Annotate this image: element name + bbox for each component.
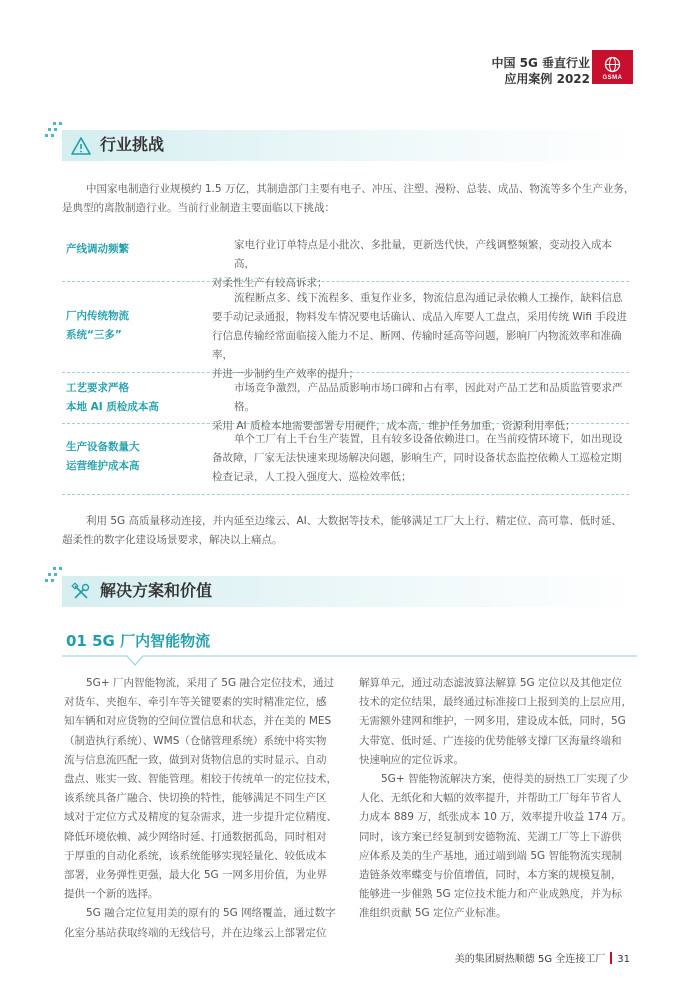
row-text-line: 家电行业订单特点是小批次、多批量，更新迭代快，产线调整频繁，变动投入成本高， [234, 239, 612, 270]
page-footer [455, 950, 630, 965]
outro-line: 超柔性的数字化建设场景要求，解决以上痛点。 [62, 534, 283, 546]
row-label-line: 产线调动频繁 [66, 243, 129, 255]
row-text-line: 市场竞争激烈，产品品质影响市场口碑和占有率，因此对产品工艺和品质监管要求严格。 [234, 382, 623, 413]
section-header-solution-value [62, 576, 637, 607]
body-line: 5G+ 智能物流解决方案，使得美的厨热工厂实现了少 [381, 773, 629, 786]
body-line: 域对于定位方式及精度的复杂需求，进一步提升定位精度、 [64, 811, 337, 824]
footer-separator [610, 952, 612, 964]
body-line: 快速响应的定位诉求。 [359, 753, 464, 766]
body-line: 知车辆和对应货物的空间位置信息和状态，并在美的 MES [64, 715, 332, 728]
body-right-column [359, 674, 639, 924]
publication-title [491, 55, 590, 87]
table-row [62, 373, 629, 432]
row-text-line: 并进一步制约生产效率的提升； [212, 368, 359, 380]
publication-title-line2: 应用案例 2022 [504, 72, 590, 86]
body-line: 大带宽、低时延、广连接的优势能够支撑厂区海量终端和 [359, 734, 622, 747]
table-row [62, 230, 629, 289]
row-label [66, 379, 159, 417]
intro-line: 是典型的离散制造行业。当前行业制造主要面临以下挑战： [62, 202, 335, 214]
outro-line: 利用 5G 高质量移动连接，并内延至边缘云、AI、大数据等技术，能够满足工厂大上行、精定位、高可靠、低时延、 [86, 515, 622, 527]
row-label [66, 307, 129, 345]
body-line: 化室分基站获取终端的无线信号，并在边缘云上部署定位 [64, 926, 327, 939]
warning-triangle-icon [70, 135, 92, 157]
body-line: 部署，业务弹性更强，最大化 5G 一网多用价值，为业界 [64, 869, 327, 882]
body-line: 力成本 889 万，纸张成本 10 万，效率提升收益 174 万。 [359, 811, 632, 824]
body-line: 盘点、账实一致、智能管理。相较于传统单一的定位技术， [64, 773, 337, 786]
section-title: 解决方案和价值 [100, 581, 213, 600]
body-line: 5G 融合定位复用美的原有的 5G 网络覆盖，通过数字 [86, 907, 336, 920]
row-text-line: 检查记录，人工投入强度大、巡检效率低； [212, 471, 412, 483]
page-number: 31 [617, 954, 630, 965]
body-line: 准组织贡献 5G 定位产业标准。 [359, 907, 507, 920]
body-line: 对货车、夹抱车、牵引车等关键要素的实时精准定位，感 [64, 696, 327, 709]
tools-icon [70, 581, 92, 603]
outro-paragraph [62, 512, 646, 550]
body-line: 无需额外建网和维护，一网多用，建设成本低，同时，5G [359, 715, 626, 728]
row-text-line: 行信息传输经常面临接入能力不足、断网、传输时延高等问题，影响厂内物流效率和准确率， [212, 330, 622, 361]
row-text [212, 430, 629, 487]
gsma-logo [592, 50, 633, 84]
body-line: 降低环境依赖、减少网络时延、打通数据孤岛，同时相对 [64, 830, 327, 843]
gsma-logo-text: GSMA [602, 75, 623, 81]
publication-title-line1: 中国 5G 垂直行业 [491, 56, 590, 70]
intro-line: 中国家电制造行业规模约 1.5 万亿，其制造部门主要有电子、冲压、注塑、漫粉、总装、成品、物流等多个生产业务， [86, 183, 635, 195]
gsma-globe-icon [604, 56, 621, 73]
footer-text: 美的集团厨热顺德 5G 全连接工厂 [454, 954, 606, 965]
body-line: 造链条效率蝶变与价值增值，同时，本方案的规模复制， [359, 869, 622, 882]
row-label-line: 工艺要求严格 [66, 382, 129, 394]
body-line: 同时，该方案已经复制到安德物流、芜湖工厂等上下游供 [359, 830, 622, 843]
table-row [62, 424, 629, 495]
body-line: 技术的定位结果，最终通过标准接口上报到美的上层应用， [359, 696, 632, 709]
row-text-line: 要手动记录通报，物料发车情况要电话确认、成品入库要人工盘点，采用传统 Wifi 手段进 [212, 311, 627, 323]
row-text-line: 对柔性生产有较高诉求； [212, 277, 328, 289]
body-line: 5G+ 厂内智能物流，采用了 5G 融合定位技术，通过 [86, 677, 334, 689]
body-line: 于厚重的自动化系统，该系统能够实现轻量化、较低成本 [64, 849, 327, 862]
row-label-line: 运营维护成本高 [66, 460, 140, 472]
row-label-line: 本地 AI 质检成本高 [66, 401, 159, 413]
body-line: 能够进一步催熟 5G 定位技术能力和产业成熟度，并为标 [359, 888, 622, 901]
body-left-column [64, 674, 342, 943]
body-line: 流与信息流匹配一致，做到对货物信息的实时显示、自动 [64, 753, 327, 766]
row-label-line: 厂内传统物流 [66, 310, 129, 322]
row-label-line: 生产设备数量大 [66, 441, 140, 453]
row-text [212, 289, 629, 384]
row-text-line: 采用 AI 质检本地需要部署专用硬件，成本高，维护任务加重，资源利用率低； [212, 420, 576, 432]
body-line: 该系统具备广融合、快切换的特性，能够满足不同生产区 [64, 792, 327, 805]
body-line: 提供一个新的选择。 [64, 888, 159, 901]
row-text-line: 单个工厂有上千台生产装置，且有较多设备依赖进口。在当前疫情环境下，如出现设 [234, 433, 623, 445]
row-text-line: 流程断点多、线下流程多、重复作业多，物流信息沟通记录依赖人工操作，缺料信息 [234, 292, 623, 304]
section-title: 行业挑战 [100, 135, 165, 154]
body-line: 解算单元，通过动态滤波算法解算 5G 定位以及其他定位 [359, 677, 622, 689]
subsection-title: 01 5G 厂内智能物流 [66, 632, 211, 650]
body-line: （制造执行系统）、WMS（仓储管理系统）系统中将实物 [64, 734, 327, 747]
row-label [66, 240, 129, 259]
body-line: 应体系及美的生产基地，通过端到端 5G 智能物流实现制 [359, 849, 622, 862]
row-text-line: 备故障，厂家无法快速来现场解决问题，影响生产，同时设备状态监控依赖人工巡检定期 [212, 452, 622, 464]
intro-paragraph [62, 180, 646, 218]
section-header-industry-challenges [62, 130, 637, 161]
row-label-line: 系统“三多” [66, 329, 122, 341]
row-label [66, 438, 140, 476]
subsection-underline [62, 655, 637, 667]
body-line: 人化、无纸化和大幅的效率提升，并帮助工厂每年节省人 [359, 792, 622, 805]
table-row [62, 282, 629, 380]
challenges-table [62, 230, 629, 495]
